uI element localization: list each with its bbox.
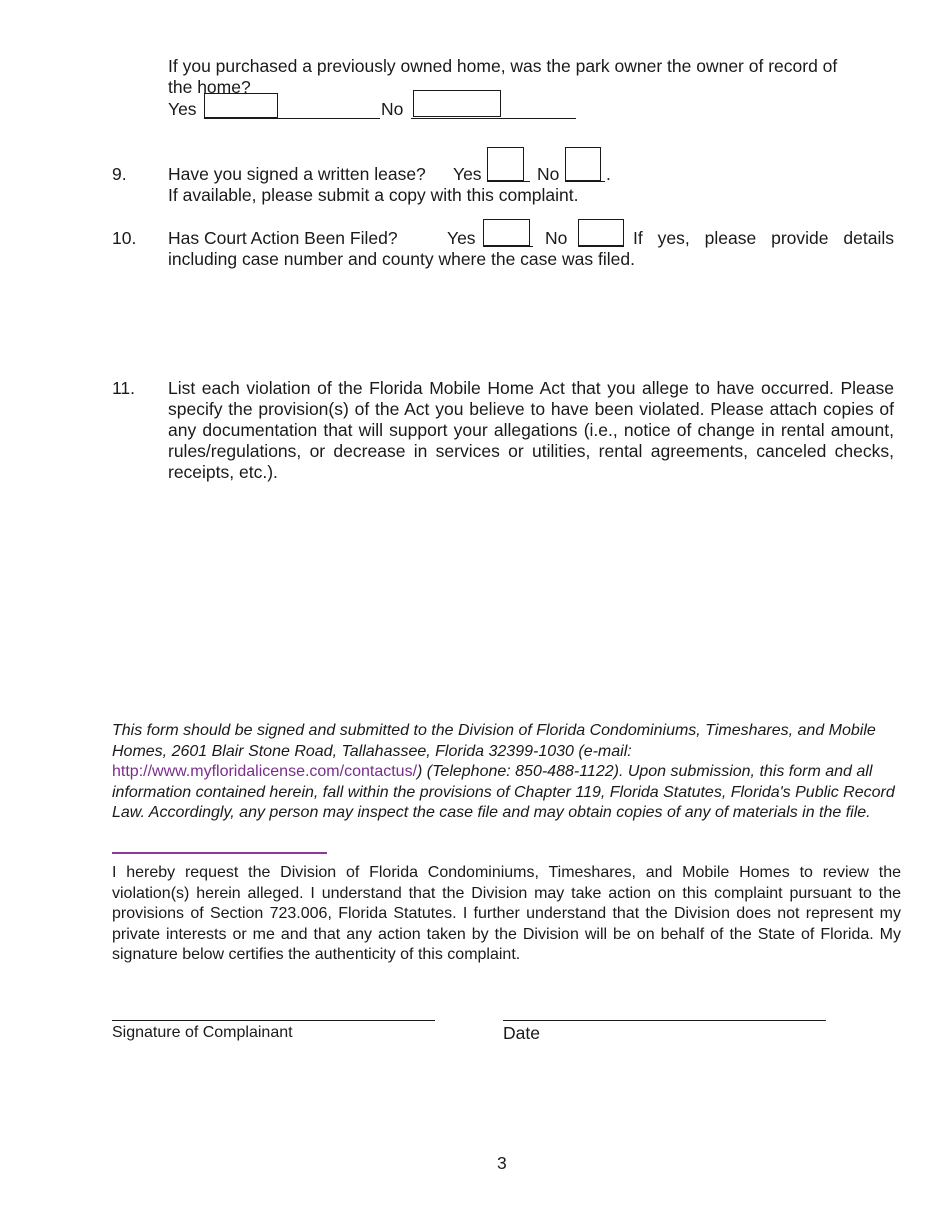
signature-line[interactable] [112,1020,435,1021]
q10-yes-label: Yes [447,228,476,248]
q10-tail: If yes, please provide details [633,228,894,248]
notice-part2: ) (Telephone: 850-488-1122). Upon submission, this form and all information contained herein, fall within the provisions of Chapter 119, Florida Statutes, Florida's Public Record Law. Accordingly, any person may inspect the case file and may obtain copies of any of materials in the file. [112,763,895,821]
certification-text: I hereby request the Division of Florida Condominiums, Timeshares, and Mobile Homes to review the violation(s) herein alleged. I understand that the Division may take action on this complaint pursuant to the provisions of Section 723.006, Florida Statutes. I further understand that the Division does not represent my private interests or me and that any action taken by the Division will be on behalf of the State of Florida. My signature below certifies the authenticity of this complaint. [112,864,901,963]
q8-line1: If you purchased a previously owned home, was the park owner the owner of record of [168,56,838,76]
q10-line2: including case number and county where the case was filed. [168,249,635,269]
q8-yes-label: Yes [168,99,197,119]
notice-part1: This form should be signed and submitted to the Division of Florida Condominiums, Timeshares, and Mobile Homes, 2601 Blair Stone Road, Tallahassee, Florida 32399-1030 (e-mail: [112,722,876,760]
q8-no-checkbox[interactable] [413,90,501,117]
q10-number: 10. [112,228,137,248]
q10-yes-checkbox[interactable] [483,219,530,246]
q8-no-underline [411,118,576,119]
page-number: 3 [497,1153,507,1173]
q8-yes-underline [204,118,380,119]
submission-notice [112,721,912,824]
date-label: Date [503,1023,540,1043]
q9-note: If available, please submit a copy with this complaint. [168,185,579,205]
q9-yes-label: Yes [453,164,482,184]
q9-period: . [606,164,611,184]
q9-no-underline [565,181,605,182]
q9-number: 9. [112,164,127,184]
q9-no-checkbox[interactable] [565,147,601,181]
q10-yes-underline [483,246,533,247]
date-line[interactable] [503,1020,826,1021]
q8-no-label: No [381,99,404,119]
q8-line2: the home? [168,77,251,97]
signature-label: Signature of Complainant [112,1024,293,1041]
q8-yes-checkbox[interactable] [204,93,278,118]
q9-yes-checkbox[interactable] [487,147,524,181]
q9-no-label: No [537,164,560,184]
q10-no-checkbox[interactable] [578,219,624,246]
contact-link[interactable]: http://www.myfloridalicense.com/contactus/ [112,763,418,780]
q9-yes-underline [487,181,530,182]
q10-no-underline [578,246,624,247]
q11-number: 11. [112,378,136,398]
notice-divider [112,852,327,854]
q9-question: Have you signed a written lease? [168,164,426,184]
q11-text: List each violation of the Florida Mobile Home Act that you allege to have occurred. Please specify the provision(s) of the Act you believe to have been violated. Please attach copies of any documentation that will support your allegations (i.e., notice of change in rental amount, rules/regulations, or decrease in services or utilities, rental agreements, canceled checks, receipts, etc.). [168,378,894,482]
q10-no-label: No [545,228,568,248]
q10-question: Has Court Action Been Filed? [168,228,398,248]
